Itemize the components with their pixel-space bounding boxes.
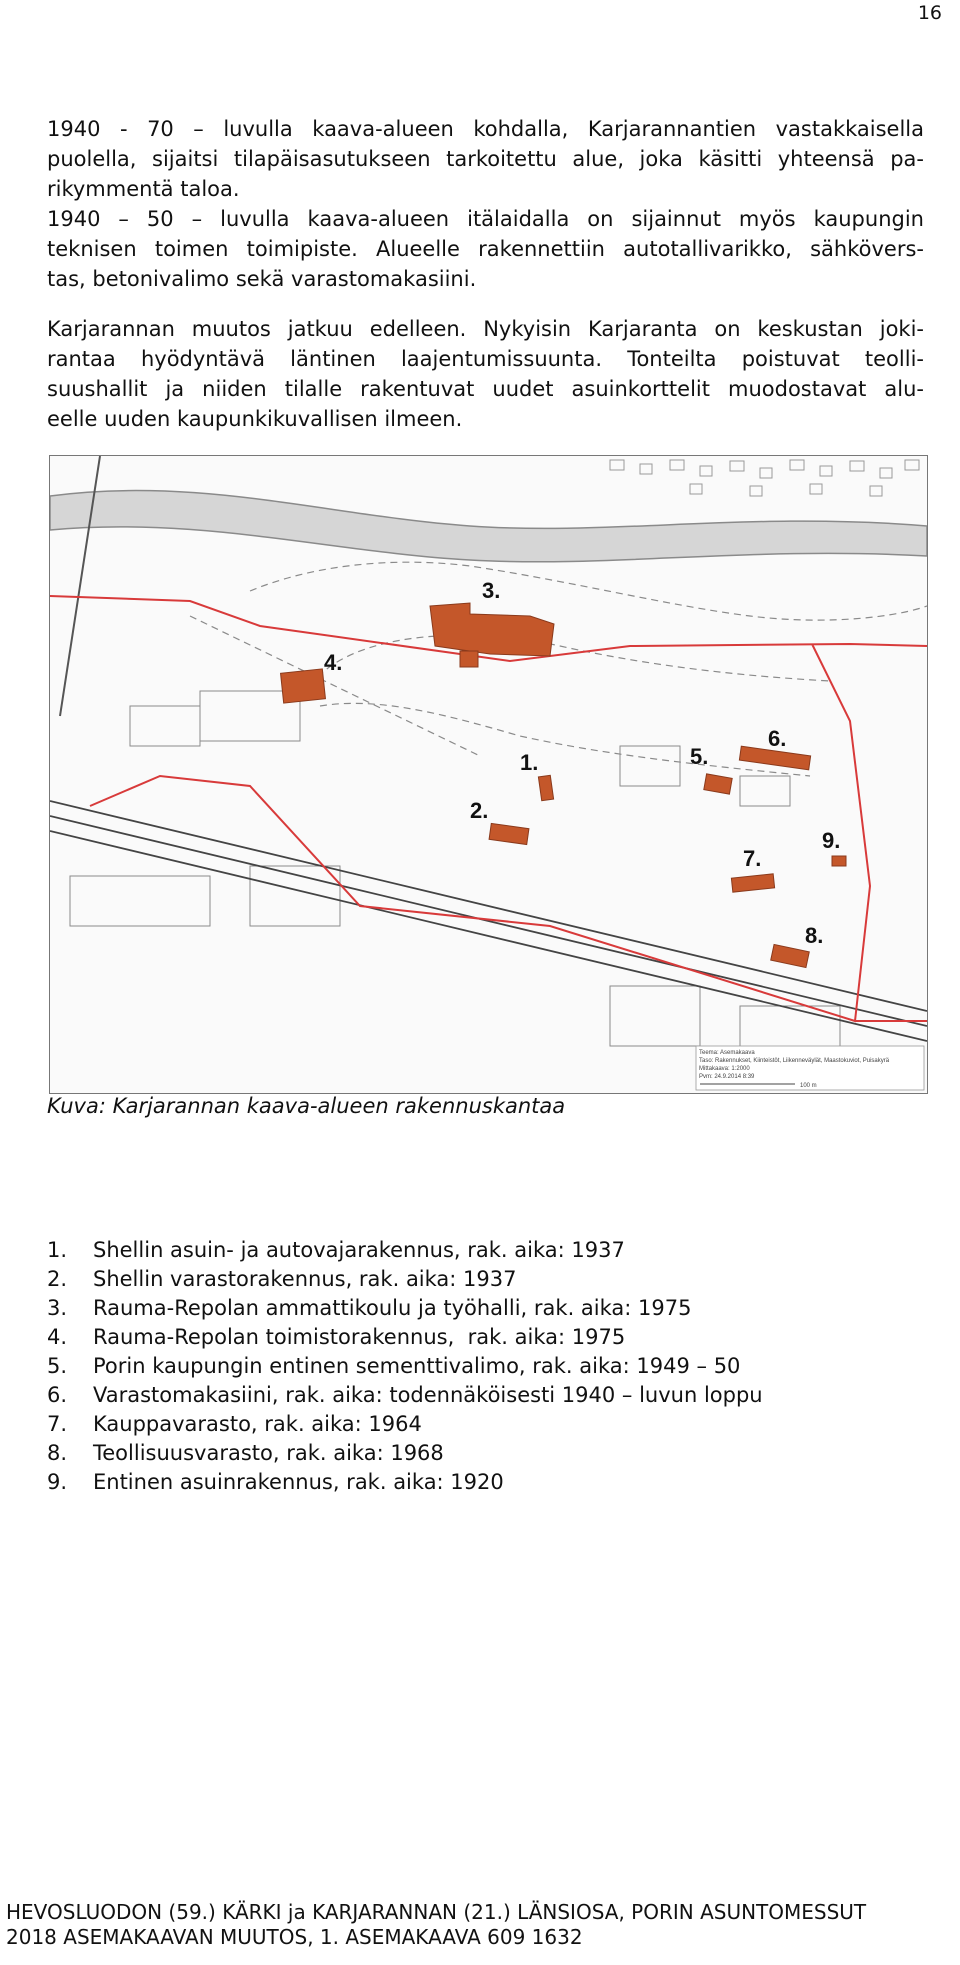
building-3-annex	[460, 651, 478, 667]
text-line: 1940 - 70 – luvulla kaava-alueen kohdalla, Karjarannantien vastakkaisella	[47, 117, 924, 141]
building-list	[47, 1236, 763, 1497]
list-item	[47, 1323, 763, 1352]
item-text: Shellin varastorakennus, rak. aika: 1937	[93, 1267, 517, 1291]
list-item	[47, 1439, 763, 1468]
item-text: Kauppavarasto, rak. aika: 1964	[93, 1412, 422, 1436]
map-caption: Kuva: Karjarannan kaava-alueen rakennuskantaa	[47, 1094, 566, 1118]
item-text: Varastomakasiini, rak. aika: todennäköisesti 1940 – luvun loppu	[93, 1383, 763, 1407]
item-number: 2.	[47, 1267, 68, 1291]
item-text: Rauma-Repolan toimistorakennus, rak. aika: 1975	[93, 1325, 626, 1349]
item-number: 3.	[47, 1296, 68, 1320]
change-paragraph	[47, 314, 924, 434]
map-label-6: 6.	[768, 726, 787, 751]
text-line: rantaa hyödyntävä läntinen laajentumissuunta. Tonteilta poistuvat teolli-	[47, 347, 924, 371]
text-line: rikymmentä taloa.	[47, 177, 240, 201]
item-text: Rauma-Repolan ammattikoulu ja työhalli, rak. aika: 1975	[93, 1296, 692, 1320]
map-label-3: 3.	[482, 578, 501, 603]
legend-line: Taso: Rakennukset, Kiinteistöt, Liikenneväylät, Maastokuviot, Puisakyrä	[699, 1058, 890, 1064]
item-number: 6.	[47, 1383, 68, 1407]
item-number: 9.	[47, 1470, 68, 1494]
page-footer	[6, 1900, 866, 1950]
text-line: puolella, sijaitsi tilapäisasutukseen tarkoitettu alue, joka käsitti yhteensä pa-	[47, 147, 924, 171]
item-text: Entinen asuinrakennus, rak. aika: 1920	[93, 1470, 504, 1494]
map-label-4: 4.	[324, 650, 343, 675]
item-text: Porin kaupungin entinen sementtivalimo, rak. aika: 1949 – 50	[93, 1354, 741, 1378]
map-label-9: 9.	[822, 828, 841, 853]
map-label-8: 8.	[805, 923, 824, 948]
list-item	[47, 1294, 763, 1323]
page-number: 16	[917, 2, 942, 24]
list-item	[47, 1352, 763, 1381]
building-9	[832, 856, 846, 866]
text-line: tas, betonivalimo sekä varastomakasiini.	[47, 267, 477, 291]
map-label-1: 1.	[520, 750, 539, 775]
text-line: suushallit ja niiden tilalle rakentuvat uudet asuinkorttelit muodostavat alu-	[47, 377, 924, 401]
footer-line: HEVOSLUODON (59.) KÄRKI ja KARJARANNAN (21.) LÄNSIOSA, PORIN ASUNTOMESSUT	[6, 1900, 867, 1924]
map-label-7: 7.	[743, 846, 762, 871]
list-item	[47, 1381, 763, 1410]
item-text: Shellin asuin- ja autovajarakennus, rak. aika: 1937	[93, 1238, 625, 1262]
list-item	[47, 1265, 763, 1294]
item-number: 7.	[47, 1412, 68, 1436]
item-number: 1.	[47, 1238, 68, 1262]
scale-label: 100 m	[800, 1083, 817, 1089]
legend-line: Mittakaava: 1:2000	[699, 1066, 750, 1072]
item-number: 8.	[47, 1441, 68, 1465]
footer-line: 2018 ASEMAKAAVAN MUUTOS, 1. ASEMAKAAVA 609 1632	[6, 1925, 583, 1949]
map-label-5: 5.	[690, 744, 709, 769]
history-paragraph	[47, 114, 924, 294]
zoning-map	[49, 455, 928, 1094]
list-item	[47, 1410, 763, 1439]
text-line: teknisen toimen toimipiste. Alueelle rakennettiin autotallivarikko, sähkövers-	[47, 237, 924, 261]
list-item	[47, 1236, 763, 1265]
legend-line: Pvm: 24.9.2014 8:39	[699, 1074, 755, 1080]
text-line: 1940 – 50 – luvulla kaava-alueen itälaidalla on sijainnut myös kaupungin	[47, 207, 924, 231]
item-number: 4.	[47, 1325, 68, 1349]
text-line: eelle uuden kaupunkikuvallisen ilmeen.	[47, 407, 463, 431]
map-label-2: 2.	[470, 798, 489, 823]
text-line: Karjarannan muutos jatkuu edelleen. Nykyisin Karjaranta on keskustan joki-	[47, 317, 924, 341]
map-legend	[696, 1046, 924, 1090]
item-number: 5.	[47, 1354, 68, 1378]
building-4	[281, 669, 326, 703]
legend-line: Teema: Asemakaava	[699, 1050, 755, 1056]
list-item	[47, 1468, 763, 1497]
item-text: Teollisuusvarasto, rak. aika: 1968	[93, 1441, 444, 1465]
